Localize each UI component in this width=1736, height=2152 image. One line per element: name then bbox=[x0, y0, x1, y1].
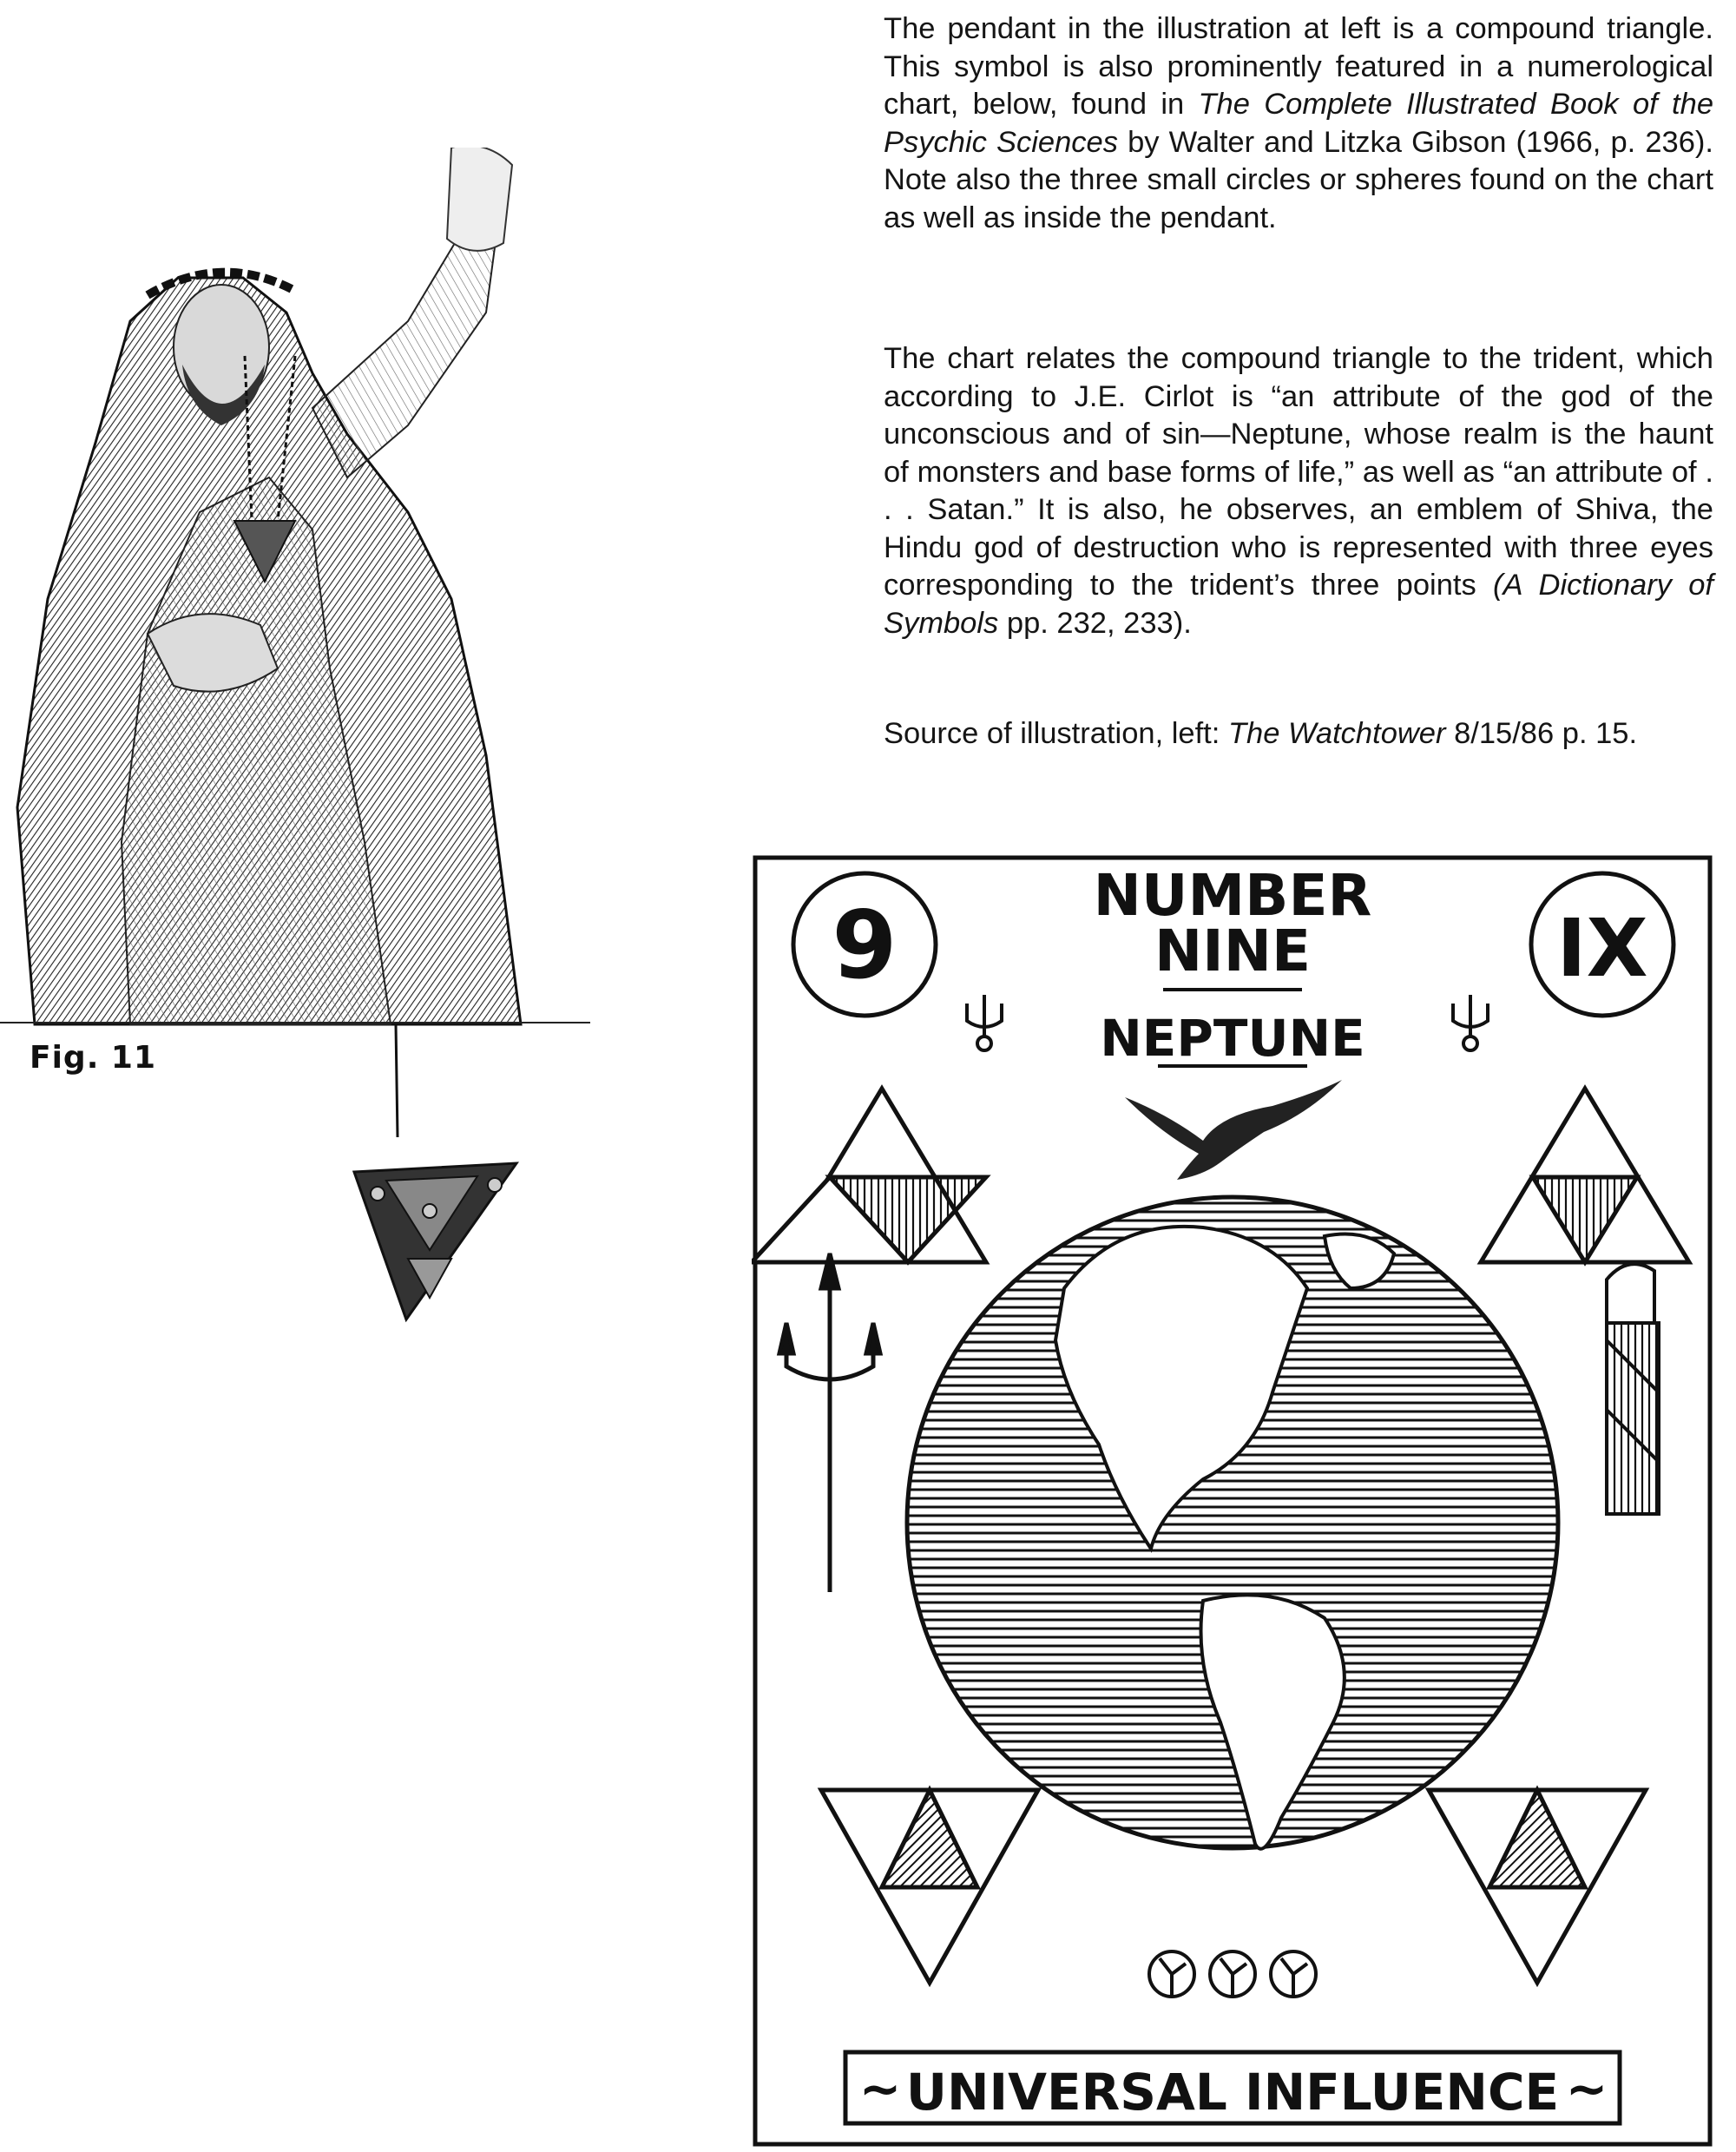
paragraph-source bbox=[884, 715, 1713, 754]
fasces-icon bbox=[1607, 1264, 1659, 1514]
banner-ornament-left: ~ bbox=[858, 2059, 902, 2118]
paragraph-2-text: The chart relates the compound triangle to the trident, which according to J.E. Cirlot is “an attribute of the god of the unconscious and of sin—Neptune, whose realm is the haunt of monsters and base forms of life,” as well as “an attribute of . . . Satan.” It is also, he observes, an emblem of Shiva, the Hindu god of destruction who is represented with three eyes corresponding to the trident’s three points bbox=[884, 342, 1713, 602]
robed-man-illustration bbox=[0, 148, 590, 1029]
paragraph-1-text: The pendant in the illustration at left is a compound triangle. This symbol is also prominently featured in a numerological chart, below, found in bbox=[884, 12, 1713, 121]
planet-name: NEPTUNE bbox=[1100, 1009, 1365, 1068]
paragraph-2-book-title: (A Dictionary of Symbols bbox=[884, 569, 1713, 640]
chart-title-nine: NINE bbox=[1154, 918, 1312, 984]
figure-label: Fig. 11 bbox=[30, 1040, 157, 1076]
pendant-closeup bbox=[347, 1024, 521, 1328]
banner-ornament-right: ~ bbox=[1565, 2059, 1608, 2118]
paragraph-3-text-end: 8/15/86 p. 15. bbox=[1445, 717, 1638, 750]
globe-icon bbox=[907, 1197, 1558, 1849]
paragraph-1-book-title: The Complete Illustrated Book of the Psychic Sciences bbox=[884, 88, 1714, 159]
banner-text: UNIVERSAL INFLUENCE bbox=[905, 2063, 1560, 2122]
three-spheres-icon bbox=[1149, 1951, 1316, 1997]
paragraph-pendant-description bbox=[884, 10, 1713, 237]
paragraph-3-publication: The Watchtower bbox=[1227, 717, 1446, 750]
number-nine-digit: 9 bbox=[832, 892, 898, 1000]
paragraph-1-text-end: by Walter and Litzka Gibson (1966, p. 236). Note also the three small circles or spheres found on the chart as well as inside the pendant. bbox=[884, 125, 1714, 234]
paragraph-3-text: Source of illustration, left: bbox=[884, 717, 1228, 750]
roman-numeral: IX bbox=[1556, 902, 1648, 995]
pendant-sphere bbox=[488, 1178, 502, 1192]
pendant-sphere bbox=[371, 1187, 385, 1201]
numerology-chart bbox=[752, 854, 1713, 2148]
chart-title-number: NUMBER bbox=[1093, 862, 1372, 929]
pendant-sphere bbox=[423, 1204, 437, 1218]
pendant-pointer-line bbox=[396, 1024, 398, 1137]
paragraph-2-text-end: pp. 232, 233). bbox=[998, 606, 1192, 640]
paragraph-trident-description bbox=[884, 340, 1713, 642]
